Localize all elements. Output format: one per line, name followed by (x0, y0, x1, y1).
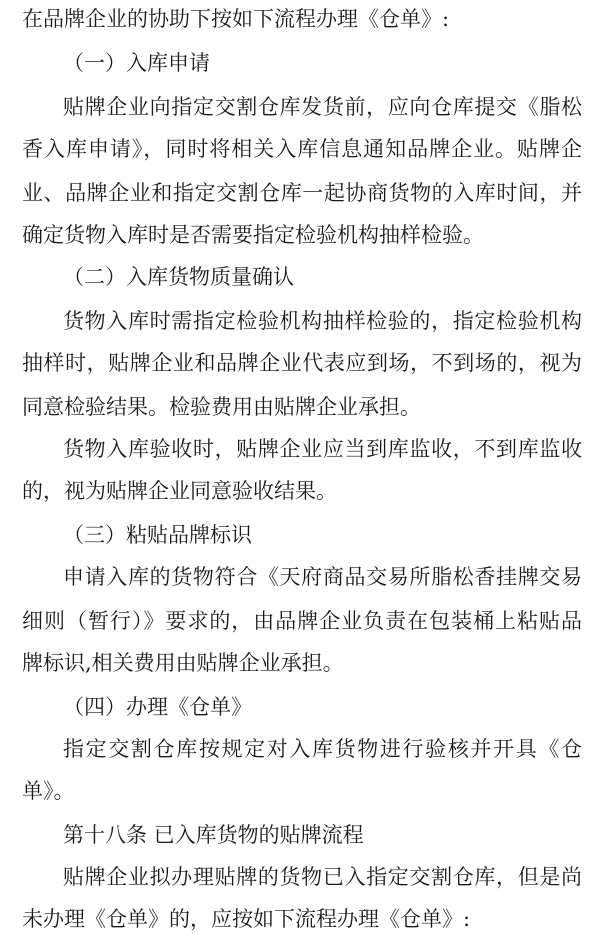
section-heading-3: （三）粘贴品牌标识 (63, 523, 252, 547)
text-line: 在品牌企业的协助下按如下流程办理《仓单》: (22, 7, 450, 31)
article-heading: 第十八条 已入库货物的贴牌流程 (63, 823, 364, 847)
text-line: 的，视为贴牌企业同意验收结果。 (22, 479, 337, 503)
text-line: 货物入库时需指定检验机构抽样检验的，指定检验机构 (63, 309, 582, 333)
text-line: 单》。 (22, 779, 75, 803)
text-line: 未办理《仓单》的，应按如下流程办理《仓单》: (22, 907, 471, 931)
text-line: 细则（暂行）》要求的，由品牌企业负责在包装桶上粘贴品 (22, 609, 582, 633)
text-line: 香入库申请》，同时将相关入库信息通知品牌企业。贴牌企 (22, 137, 582, 161)
text-line: 申请入库的货物符合《天府商品交易所脂松香挂牌交易 (63, 565, 582, 589)
text-line: 指定交割仓库按规定对入库货物进行验核并开具《仓 (63, 737, 582, 761)
text-line: 业、品牌企业和指定交割仓库一起协商货物的入库时间，并 (22, 181, 582, 205)
section-heading-2: （二）入库货物质量确认 (63, 265, 294, 289)
section-heading-1: （一）入库申请 (63, 51, 210, 75)
text-line: 同意检验结果。检验费用由贴牌企业承担。 (22, 395, 421, 419)
text-line: 货物入库验收时，贴牌企业应当到库监收，不到库监收 (63, 437, 582, 461)
text-line: 贴牌企业拟办理贴牌的货物已入指定交割仓库，但是尚 (63, 865, 582, 889)
text-line: 贴牌企业向指定交割仓库发货前，应向仓库提交《脂松 (63, 95, 582, 119)
text-line: 牌标识,相关费用由贴牌企业承担。 (22, 651, 344, 675)
text-line: 确定货物入库时是否需要指定检验机构抽样检验。 (22, 223, 484, 247)
text-line: 抽样时，贴牌企业和品牌企业代表应到场，不到场的，视为 (22, 351, 582, 375)
section-heading-4: （四）办理《仓单》 (63, 695, 252, 719)
